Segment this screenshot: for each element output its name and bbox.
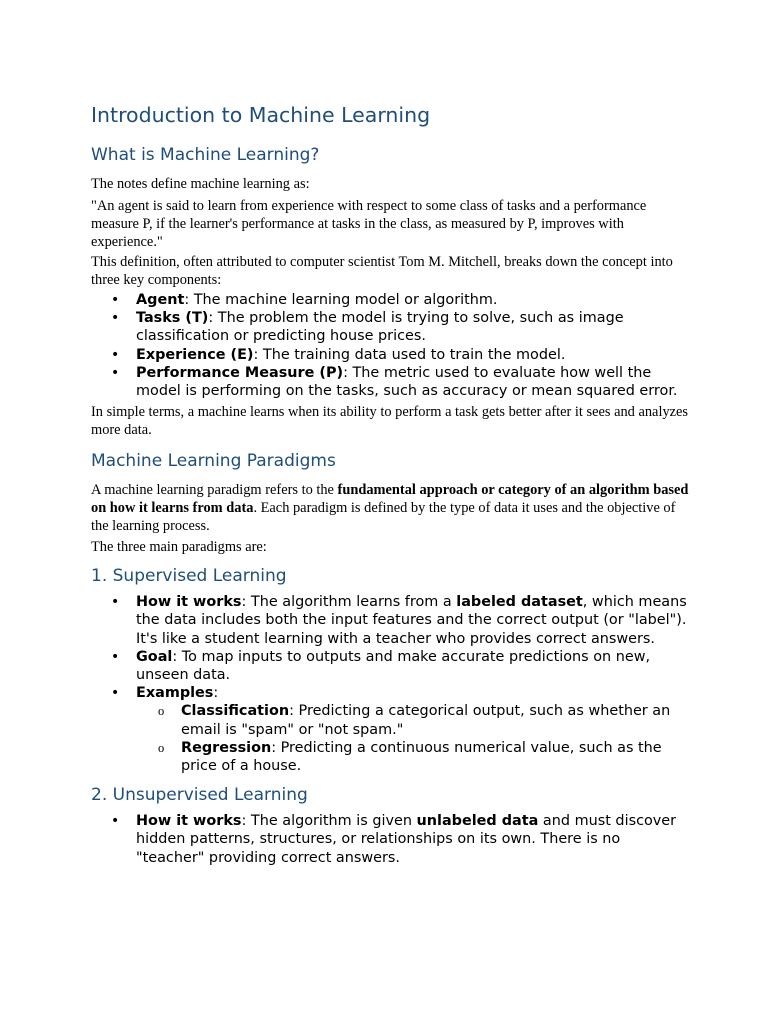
term-how-it-works-unsupervised: How it works xyxy=(136,813,242,830)
regression-text: : Predicting a continuous numerical value, such as the price of a house. xyxy=(181,739,662,775)
list-item xyxy=(91,684,691,775)
paradigm-text-bold: fundamental approach or category of an algorithm based on how it learns from data xyxy=(91,482,689,517)
classification-text: : Predicting a categorical output, such as whether an email is "spam" or "not spam." xyxy=(181,703,671,738)
page-title: Introduction to Machine Learning xyxy=(91,103,431,127)
list-item xyxy=(91,812,691,867)
list-item xyxy=(91,291,691,309)
unsupervised-list xyxy=(91,812,691,867)
paragraph-definition-note: This definition, often attributed to computer scientist Tom M. Mitchell, breaks down the concept into three key components: xyxy=(91,254,673,288)
paradigm-text-c: . Each paradigm is defined by the type of data it uses and the objective of the learning process. xyxy=(91,500,676,535)
bullet-icon: • xyxy=(111,292,120,308)
paragraph-paradigm-definition xyxy=(91,481,691,535)
term-examples: Examples xyxy=(136,685,214,702)
list-item xyxy=(91,593,691,648)
examples-colon: : xyxy=(213,685,219,702)
term-how-it-works: How it works xyxy=(136,594,242,611)
bullet-icon: • xyxy=(111,594,120,611)
paragraph-quote: "An agent is said to learn from experience with respect to some class of tasks and a performance measure P, if the learner's performance at tasks in the class, as measured by P, improves with experience." xyxy=(91,198,647,250)
how-text-c: , which means the data includes both the input features and the correct output (or "label"). It's like a student learning with a teacher who provides correct answers. xyxy=(136,594,687,647)
bullet-icon: • xyxy=(111,685,120,702)
goal-text: : To map inputs to outputs and make accurate predictions on new, unseen data. xyxy=(136,648,651,684)
bullet-icon: • xyxy=(111,364,120,381)
term-experience: Experience (E) xyxy=(136,346,254,363)
components-list xyxy=(91,291,691,400)
unsup-text-c: and must discover hidden patterns, structures, or relationships on its own. There is no "teacher" providing correct answers. xyxy=(136,813,677,866)
term-agent: Agent xyxy=(136,292,185,308)
list-item xyxy=(91,364,691,400)
desc-tasks: : The problem the model is trying to solve, such as image classification or predicting house prices. xyxy=(136,310,624,345)
sub-bullet-icon: o xyxy=(158,740,165,755)
paragraph-intro: The notes define machine learning as: xyxy=(91,176,310,192)
heading-paradigms: Machine Learning Paradigms xyxy=(91,451,336,472)
paradigm-text-a: A machine learning paradigm refers to the xyxy=(91,482,338,499)
bullet-icon: • xyxy=(111,310,120,327)
term-goal: Goal xyxy=(136,648,173,665)
heading-unsupervised: 2. Unsupervised Learning xyxy=(91,785,308,806)
document-content xyxy=(91,101,691,867)
list-item xyxy=(91,648,691,684)
term-regression: Regression xyxy=(181,739,272,756)
desc-experience: : The training data used to train the model. xyxy=(253,346,566,363)
term-tasks: Tasks (T) xyxy=(136,310,209,327)
paragraph-three-paradigms: The three main paradigms are: xyxy=(91,539,267,556)
heading-what-is-ml: What is Machine Learning? xyxy=(91,145,320,165)
labeled-dataset-text: labeled dataset xyxy=(456,594,583,611)
examples-sublist xyxy=(136,702,691,775)
term-classification: Classification xyxy=(181,703,290,720)
unsup-text-a: : The algorithm is given xyxy=(241,813,417,830)
desc-performance: : The metric used to evaluate how well the model is performing on the tasks, such as accuracy or mean squared error. xyxy=(136,364,678,400)
bullet-icon: • xyxy=(111,648,120,665)
bullet-icon: • xyxy=(111,346,120,363)
heading-supervised: 1. Supervised Learning xyxy=(91,566,287,587)
sub-bullet-icon: o xyxy=(158,704,165,719)
sublist-item xyxy=(136,702,691,738)
unlabeled-data-text: unlabeled data xyxy=(416,813,539,830)
desc-agent: : The machine learning model or algorithm. xyxy=(184,292,498,308)
sublist-item xyxy=(136,739,691,775)
how-text-a: : The algorithm learns from a xyxy=(241,594,457,611)
supervised-list xyxy=(91,593,691,775)
list-item xyxy=(91,309,691,345)
list-item xyxy=(91,346,691,364)
bullet-icon: • xyxy=(111,813,120,830)
paragraph-summary: In simple terms, a machine learns when its ability to perform a task gets better after it sees and analyzes more data. xyxy=(91,404,689,439)
term-performance: Performance Measure (P) xyxy=(136,364,344,381)
